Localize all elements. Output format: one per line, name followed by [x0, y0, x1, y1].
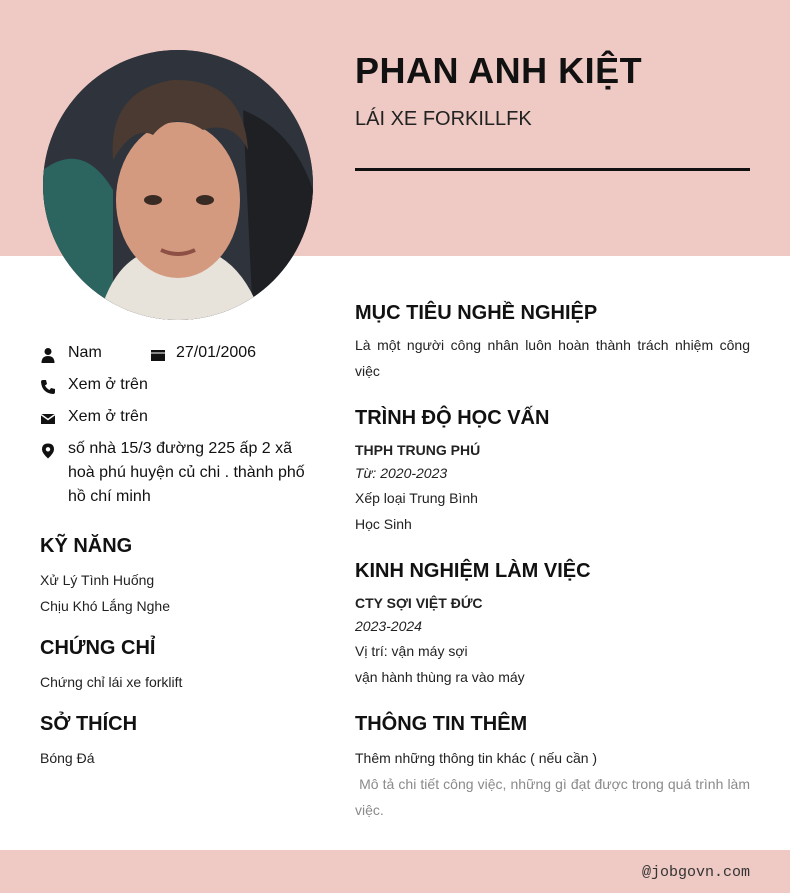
experience-period: 2023-2024 — [355, 618, 422, 634]
additional-line: Thêm những thông tin khác ( nếu cần ) — [355, 750, 598, 766]
experience-detail: Vị trí: vận máy sợi — [355, 643, 468, 659]
phone-value: Xem ở trên — [68, 376, 148, 393]
address-value: số nhà 15/3 đường 225 ấp 2 xã hoà phú huyện củ chi . thành phố hồ chí minh — [68, 440, 305, 505]
objective-text: Là một người công nhân luôn hoàn thành trách nhiệm công việc — [355, 337, 750, 379]
objective-title: MỤC TIÊU NGHỀ NGHIỆP — [355, 302, 598, 324]
birthday-row — [150, 344, 256, 363]
footer-brand: @jobgovn.com — [641, 864, 750, 881]
phone-row — [40, 376, 148, 395]
header-divider — [355, 168, 750, 171]
profile-photo — [43, 50, 313, 320]
education-period: Từ: 2020-2023 — [355, 465, 448, 481]
hobbies-title: SỞ THÍCH — [40, 713, 138, 735]
profile-photo-illustration — [43, 50, 313, 320]
company-name: CTY SỢI VIỆT ĐỨC — [355, 595, 483, 611]
certificates-title: CHỨNG CHỈ — [40, 637, 156, 659]
location-pin-icon — [40, 443, 56, 459]
birthday-value: 27/01/2006 — [176, 344, 257, 361]
education-detail: Học Sinh — [355, 516, 412, 532]
experience-detail: vận hành thùng ra vào máy — [355, 669, 525, 685]
job-title: LÁI XE FORKILLFK — [355, 108, 532, 130]
gender-row — [40, 344, 102, 363]
certificate-item: Chứng chỉ lái xe forklift — [40, 674, 183, 690]
skill-item: Xử Lý Tình Huống — [40, 572, 155, 588]
education-detail: Xếp loại Trung Bình — [355, 490, 478, 506]
mail-icon — [40, 411, 56, 427]
gender-value: Nam — [68, 344, 102, 361]
hobby-item: Bóng Đá — [40, 750, 95, 766]
education-title: TRÌNH ĐỘ HỌC VẤN — [355, 407, 550, 429]
address-row — [40, 440, 310, 509]
calendar-icon — [150, 347, 166, 363]
email-value: Xem ở trên — [68, 408, 148, 425]
skill-item: Chịu Khó Lắng Nghe — [40, 598, 170, 614]
additional-description: Mô tả chi tiết công việc, những gì đạt được trong quá trình làm việc. — [355, 776, 754, 818]
experience-title: KINH NGHIỆM LÀM VIỆC — [355, 560, 591, 582]
person-icon — [40, 347, 56, 363]
school-name: THPH TRUNG PHÚ — [355, 442, 481, 458]
candidate-name: PHAN ANH KIỆT — [355, 50, 643, 91]
additional-title: THÔNG TIN THÊM — [355, 713, 528, 735]
phone-icon — [40, 379, 56, 395]
email-row — [40, 408, 148, 427]
skills-title: KỸ NĂNG — [40, 535, 133, 557]
